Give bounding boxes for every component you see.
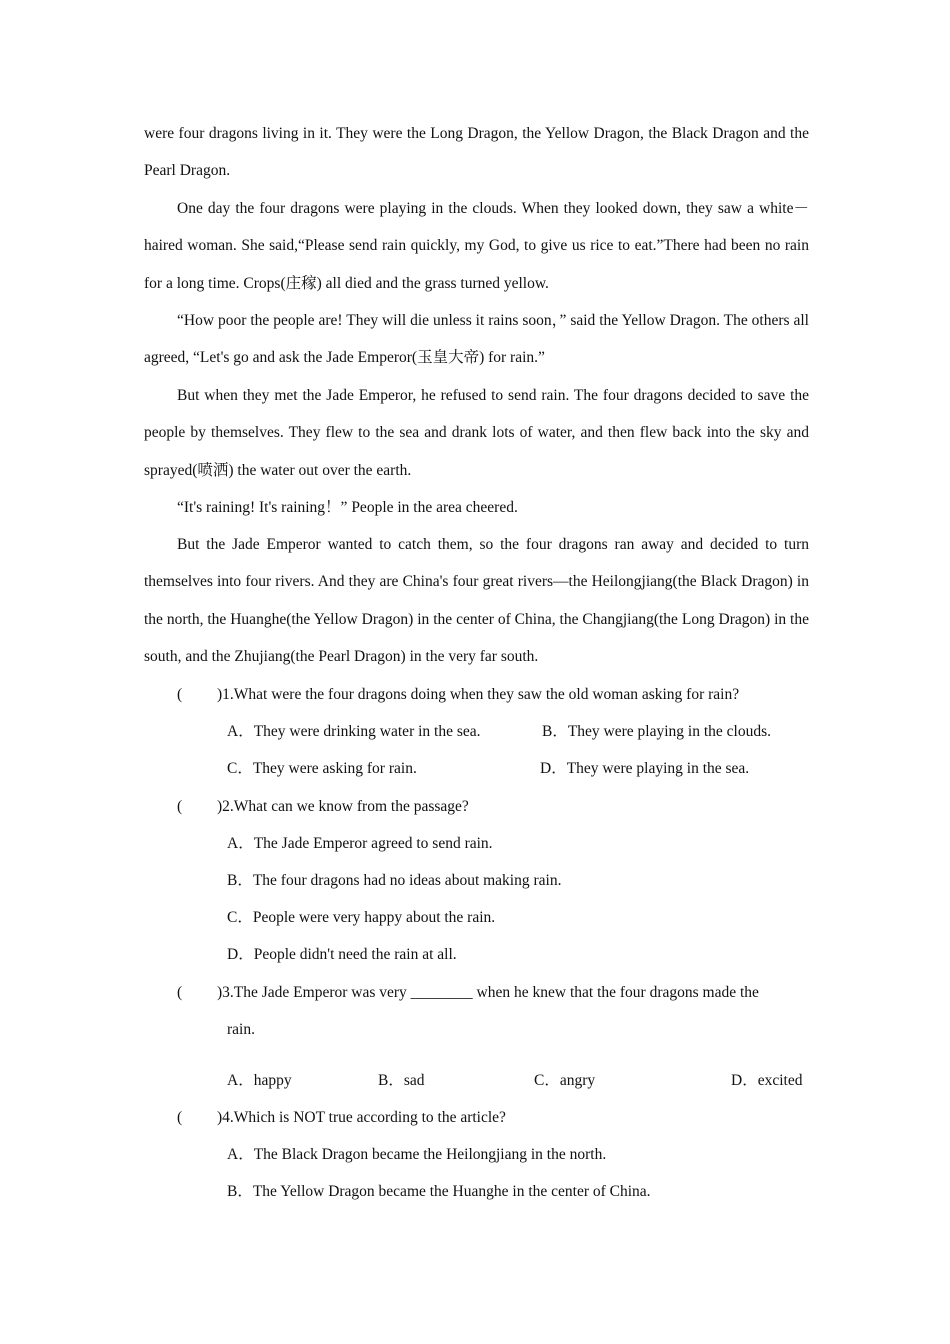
answer-blank[interactable]: ( <box>177 686 183 703</box>
option-b: B．They were playing in the clouds. <box>542 723 772 740</box>
question-stem-continuation: rain. <box>227 1021 255 1038</box>
passage-paragraph-1: were four dragons living in it. They were the Long Dragon, the Yellow Dragon, the Black Dragon and the Pearl Dragon. <box>144 125 809 180</box>
answer-blank[interactable]: ( <box>177 1109 183 1126</box>
answer-blank[interactable]: ( <box>177 798 183 815</box>
option-c: C．angry <box>534 1072 596 1089</box>
question-stem: )3.The Jade Emperor was very ________ when he knew that the four dragons made the <box>217 984 759 1001</box>
question-4 <box>177 1099 809 1136</box>
option-d: D．People didn't need the rain at all. <box>227 946 457 963</box>
passage-paragraph-3: “How poor the people are! They will die unless it rains soon，” said the Yellow Dragon. The others all agreed, “Let's go and ask the Jade Emperor(玉皇大帝) for rain.” <box>144 312 809 367</box>
option-d: D．excited <box>731 1072 803 1089</box>
option-b: B．The four dragons had no ideas about making rain. <box>227 872 562 889</box>
passage-paragraph-6: But the Jade Emperor wanted to catch them, so the four dragons ran away and decided to turn themselves into four rivers. And they are China's four great rivers—the Heilongjiang(the Black Dragon) in the north, the Huanghe(the Yellow Dragon) in the center of China, the Changjiang(the Long Dragon) in the south, and the Zhujiang(the Pearl Dragon) in the very far south. <box>144 536 809 665</box>
question-1 <box>177 676 809 713</box>
option-b: B．sad <box>378 1072 425 1089</box>
option-a: A．The Jade Emperor agreed to send rain. <box>227 835 493 852</box>
option-c: C．People were very happy about the rain. <box>227 909 496 926</box>
answer-blank[interactable]: ( <box>177 984 183 1001</box>
passage-paragraph-2: One day the four dragons were playing in the clouds. When they looked down, they saw a white－haired woman. She said,“Please send rain quickly, my God, to give us rice to eat.”There had been no rain for a long time. Crops(庄稼) all died and the grass turned yellow. <box>144 200 809 292</box>
question-stem: )2.What can we know from the passage? <box>217 798 469 815</box>
question-stem: )4.Which is NOT true according to the article? <box>217 1109 506 1126</box>
option-b: B．The Yellow Dragon became the Huanghe in the center of China. <box>227 1183 651 1200</box>
option-d: D．They were playing in the sea. <box>540 760 750 777</box>
option-a: A．happy <box>227 1072 292 1089</box>
question-3 <box>177 974 809 1011</box>
passage-paragraph-5: “It's raining! It's raining！” People in the area cheered. <box>177 499 518 516</box>
option-a: A．They were drinking water in the sea. <box>227 723 481 740</box>
option-c: C．They were asking for rain. <box>227 760 417 777</box>
option-a: A．The Black Dragon became the Heilongjiang in the north. <box>227 1146 607 1163</box>
question-2 <box>177 788 809 825</box>
question-stem: )1.What were the four dragons doing when they saw the old woman asking for rain? <box>217 686 740 703</box>
passage-paragraph-4: But when they met the Jade Emperor, he refused to send rain. The four dragons decided to save the people by themselves. They flew to the sea and drank lots of water, and then flew back into the sky and sprayed(喷洒) the water out over the earth. <box>144 387 809 479</box>
